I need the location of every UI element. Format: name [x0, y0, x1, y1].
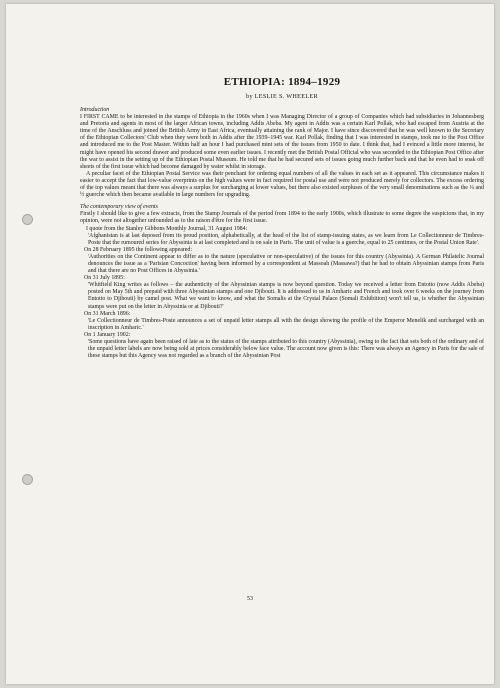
article-byline: by LESLIE S. WHEELER — [246, 93, 318, 100]
document-page — [6, 4, 494, 684]
journal-quote: 'Some questions have again been raised of late as to the status of the stamps attributed to this country (Abyssinia), owing to the fact that sets both of the ordinary and of the unpaid letter labels are now being sold at prices considerably below face value. The account now given is this: There was always an Agency in Paris for the sale of these stamps but this Agency was not regarded as a branch of the Abyssinian Post — [88, 339, 484, 360]
entry-date: On 31 March 1896: — [84, 310, 131, 317]
entry-date: On 31 July 1895: — [84, 275, 125, 282]
section-heading-contemporary: The contemporary view of events — [80, 204, 158, 211]
paragraph: Firstly I should like to give a few extracts, from the Stamp Journals of the period from 1894 to the early 1900s, which illustrate to some degree the suspicions that, in my opinion, were not altogether unfounded as to the raison d'être for the first issue. — [80, 211, 484, 225]
paragraph: A peculiar facet of the Ethiopian Postal Service was their penchant for ordering equal numbers of all the values in each set as it appeared. This circumstance makes it easier to accept the fact that low-value overprints on the high values were in fact required for postal use and were not produced merely for collectors. The excess ordering of the top values meant that there was always a surplus for surcharging at lower values, but there also existed surpluses of the very small denominations such as the ¼ and ½ guerche which then became available in large numbers for upgrading. — [80, 170, 484, 199]
page-number: 53 — [247, 596, 253, 602]
paragraph: I FIRST CAME to be interested in the stamps of Ethiopia in the 1960s when I was Managing Director of a group of Companies which had subsidiaries in Johannesberg and Pretoria and agents in most of the larger African towns, including Addis Abeba. My agent in Addis was a certain Karl Pollak, who had escaped from Austria at the time of the Anschluss and joined the British Army in East Africa, eventually attaining the rank of Major. I have since discovered that he was well known to the Secretary of the Ethiopian Collectors' Club when they were both in Addis after the 1939–1945 war. Karl Pollak, finding that I was interested in stamps, took me to the Post Office and introduced me to the Post Master. Within half an hour I had purchased mint sets of the issues from 1950 to date. I think that, had I evinced a little more interest, he might have opened his second drawer and produced some even earlier issues. I recently met the British Postal Official who was seconded to the Ethiopian Post Office after the war to assist in the setting up of the Ethiopian Postal Museum. He told me that he had secured sets of issues going much further back and that he even had to soak off sheets of the first issue which had become damaged by water whilst in storage. — [80, 114, 484, 170]
section-heading-introduction: Introduction — [80, 107, 110, 113]
paragraph: I quote from the Stanley Gibbons Monthly Journal, 31 August 1984: — [86, 225, 248, 232]
article-body — [80, 76, 484, 360]
entry-date: On 1 January 1902: — [84, 331, 131, 338]
entry-date: On 28 February 1895 the following appeared: — [84, 246, 192, 253]
journal-quote: 'Le Collectionneur de Timbres-Poste announces a set of unpaid letter stamps all with the design showing the profile of the Emperor Menelik and surcharged with an inscription in Amharic.' — [88, 317, 484, 331]
journal-quote: 'Authorities on the Continent appear to differ as to the nature (speculative or non-speculative) of the issues for this country (Abyssinia). A German Philatelic Journal denounces the issue as a 'Parisian Concoction' having been informed by a correspondent at Massoah (Massawa?) that he had to obtain Abyssinian stamps from Paris and that there are no Post Offices in Abyssinia.' — [88, 253, 484, 275]
punch-hole — [22, 214, 33, 225]
punch-hole — [22, 474, 33, 485]
article-title: ETHIOPIA: 1894–1929 — [223, 76, 341, 88]
journal-quote: 'Afghanistan is at last deposed from its proud position, alphabetically, at the head of the list of stamp-issuing states, as we learn from Le Collectionneur de Timbres-Poste that the rumoured series for Abyssinia is at last completed and is on sale in Paris. The unit of value is a guerche, equal to 25 centimes, or the Postal Union Rate'. — [88, 232, 484, 246]
journal-quote: 'Whitfield King writes as follows – the authenticity of the Abyssinian stamps is now beyond question. Today we received a letter from Entotto (now Addis Abeba) posted on May 5th and prepaid with three Abyssinian stamps and one Djibouti. It is addressed to us in Amharic and French and took over 6 weeks on the journey from Entotto to Djibouti) by camel post. What we want to know, and what the Somalis at the Crystal Palace (Somali Exhibition) won't tell us, is whether the Abyssinian stamps were put on the letter in Abyssinia or at Djibouti?' — [88, 282, 484, 310]
